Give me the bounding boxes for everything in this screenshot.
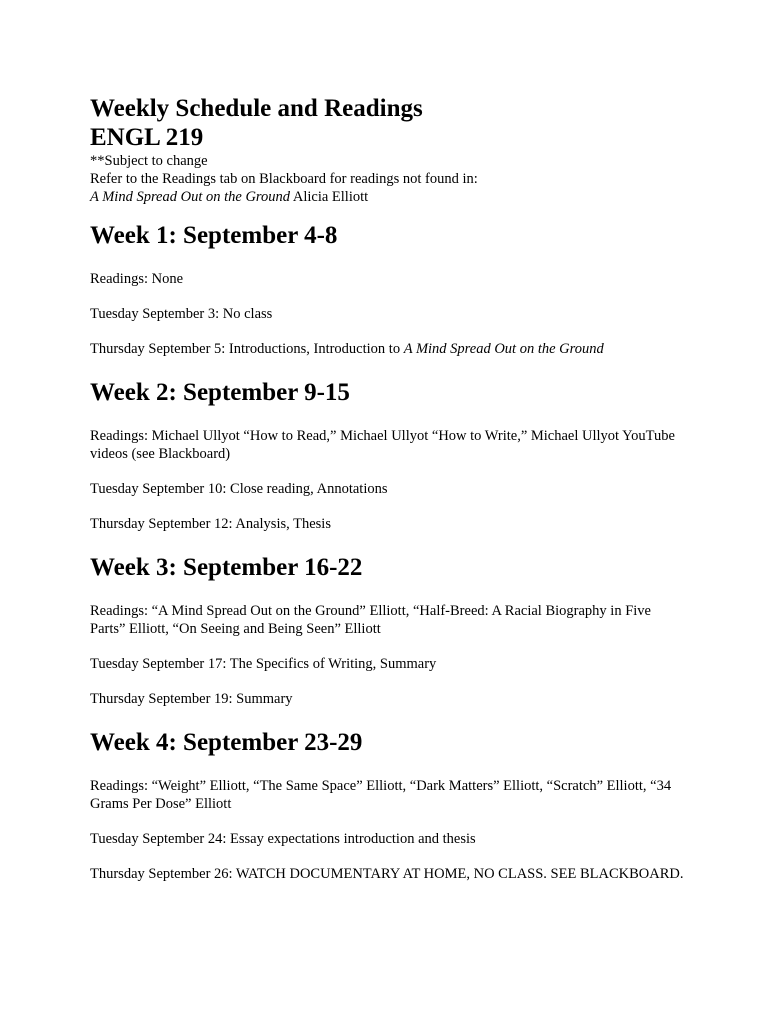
week-1-thursday-text: Thursday September 5: Introductions, Introduction to xyxy=(90,341,404,357)
week-3-readings: Readings: “A Mind Spread Out on the Ground” Elliott, “Half-Breed: A Racial Biography in Five Parts” Elliott, “On Seeing and Being Seen” Elliott xyxy=(90,603,651,637)
week-2-thursday: Thursday September 12: Analysis, Thesis xyxy=(90,516,331,532)
week-4-heading: Week 4: September 23-29 xyxy=(90,729,363,756)
week-1-thursday xyxy=(90,340,688,358)
subject-note: **Subject to change xyxy=(90,153,208,169)
week-1-thursday-book-title: A Mind Spread Out on the Ground xyxy=(403,341,604,357)
week-2-tuesday: Tuesday September 10: Close reading, Annotations xyxy=(90,481,388,497)
week-4-readings: Readings: “Weight” Elliott, “The Same Space” Elliott, “Dark Matters” Elliott, “Scratch” Elliott, “34 Grams Per Dose” Elliott xyxy=(90,778,672,812)
book-author: Alicia Elliott xyxy=(290,189,369,205)
title-line-2: ENGL 219 xyxy=(90,124,204,151)
title-line-1: Weekly Schedule and Readings xyxy=(90,95,423,122)
week-4-tuesday: Tuesday September 24: Essay expectations introduction and thesis xyxy=(90,831,476,847)
week-1-tuesday: Tuesday September 3: No class xyxy=(90,306,273,322)
book-title: A Mind Spread Out on the Ground xyxy=(90,189,291,205)
week-1-heading: Week 1: September 4-8 xyxy=(90,222,338,249)
week-3-heading: Week 3: September 16-22 xyxy=(90,554,363,581)
refer-note: Refer to the Readings tab on Blackboard for readings not found in: xyxy=(90,171,478,187)
week-1-readings: Readings: None xyxy=(90,271,184,287)
week-3-tuesday: Tuesday September 17: The Specifics of Writing, Summary xyxy=(90,656,437,672)
week-3-thursday: Thursday September 19: Summary xyxy=(90,691,293,707)
week-2-readings: Readings: Michael Ullyot “How to Read,” Michael Ullyot “How to Write,” Michael Ullyot YouTube videos (see Blackboard) xyxy=(90,428,675,462)
week-2-heading: Week 2: September 9-15 xyxy=(90,379,350,406)
book-reference xyxy=(90,188,688,206)
week-4-thursday: Thursday September 26: WATCH DOCUMENTARY AT HOME, NO CLASS. SEE BLACKBOARD. xyxy=(90,866,684,882)
document-title xyxy=(90,94,688,152)
